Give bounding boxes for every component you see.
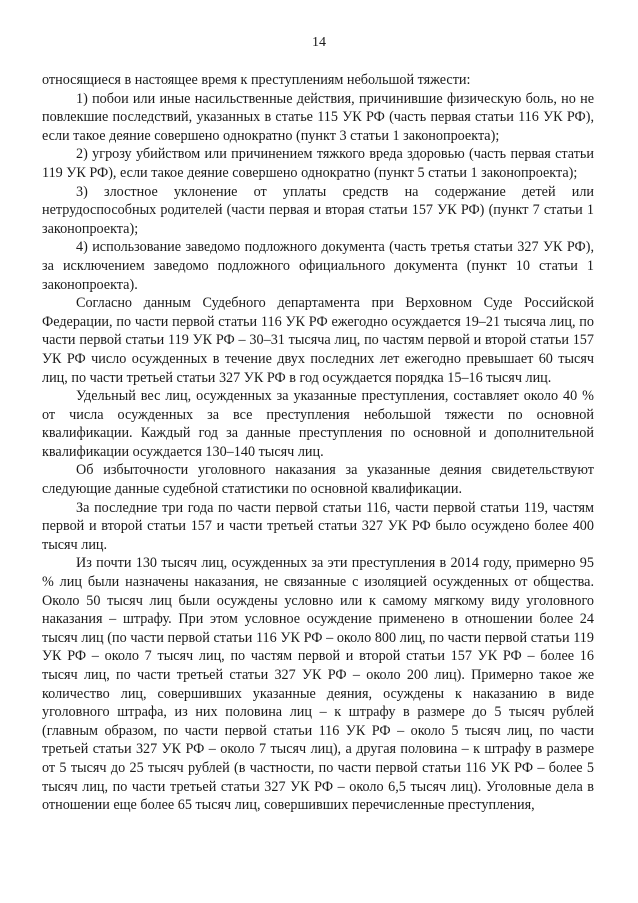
document-body — [42, 71, 594, 815]
paragraph-redundancy: Об избыточности уголовного наказания за указанные деяния свидетельствуют следующие данные судебной статистики по основной квалификации. — [42, 462, 594, 498]
list-item-2: 2) угрозу убийством или причинением тяжкого вреда здоровью (часть первая статьи 119 УК РФ), если такое деяние совершено однократно (пункт 5 статьи 1 законопроекта); — [42, 146, 594, 181]
list-item-3: 3) злостное уклонение от уплаты средств на содержание детей или нетрудоспособных родителей (части первая и вторая статьи 157 УК РФ) (пункт 7 статьи 1 законопроекта); — [42, 183, 594, 237]
page-number: 14 — [312, 35, 326, 50]
paragraph-three-years: За последние три года по части первой статьи 116, части первой статьи 119, частям первой и второй статьи 157 и части третьей статьи 327 УК РФ было осуждено более 400 тысяч лиц. — [42, 499, 594, 553]
paragraph-court-data: Согласно данным Судебного департамента при Верховном Суде Российской Федерации, по части первой статьи 116 УК РФ ежегодно осуждается 19–21 тысяча лиц, по части первой статьи 119 УК РФ – 30–31 тысяча лиц, по частям первой и второй статьи 157 УК РФ число осужденных в течение двух последних лет ежегодно превышает 60 тысяч лиц, по части третьей статьи 327 УК РФ в год осуждается порядка 15–16 тысяч лиц. — [42, 295, 594, 386]
paragraph-2014: Из почти 130 тысяч лиц, осужденных за эти преступления в 2014 году, примерно 95 % лиц были назначены наказания, не связанные с изоляцией осужденных от общества. Около 50 тысяч лиц были осуждены условно или к самому мягкому виду уголовного наказания – штрафу. При этом условное осуждение применено в отношении более 24 тысяч лиц (по части первой статьи 116 УК РФ – около 800 лиц, по части первой статьи 119 УК РФ – около 7 тысяч лиц, по частям первой и второй статьи 157 УК РФ – более 16 тысяч лиц, по части третьей статьи 327 УК РФ – около 200 лиц). Примерно такое же количество лиц, совершивших указанные деяния, осуждены к наказанию в виде уголовного штрафа, из них половина лиц – к штрафу в размере до 5 тысяч рублей (главным образом, по части первой статьи 116 УК РФ – около 5 тысяч лиц, по части третьей статьи 327 УК РФ – около 7 тысяч лиц), а другая половина – к штрафу в размере от 5 тысяч до 25 тысяч рублей (в частности, по части первой статьи 116 УК РФ – более 5 тысяч лиц, по части третьей статьи 327 УК РФ – около 6,5 тысяч лиц). Уголовные дела в отношении еще более 65 тысяч лиц, совершивших перечисленные преступления, — [42, 555, 594, 814]
paragraph-share: Удельный вес лиц, осужденных за указанные преступления, составляет около 40 % от числа осужденных за все преступления небольшой тяжести по основной квалификации. Каждый год за данные преступления по основной и дополнительной квалификации осуждается 130–140 тысяч лиц. — [42, 388, 594, 460]
list-item-4: 4) использование заведомо подложного документа (часть третья статьи 327 УК РФ), за исключением заведомо подложного официального документа (пункт 10 статьи 1 законопроекта). — [42, 239, 594, 293]
list-item-1: 1) побои или иные насильственные действия, причинившие физическую боль, но не повлекшие последствий, указанных в статье 115 УК РФ (часть первая статьи 116 УК РФ), если такое деяние совершено однократно (пункт 3 статьи 1 законопроекта); — [42, 90, 594, 144]
paragraph-continuation: относящиеся в настоящее время к преступлениям небольшой тяжести: — [42, 72, 471, 88]
